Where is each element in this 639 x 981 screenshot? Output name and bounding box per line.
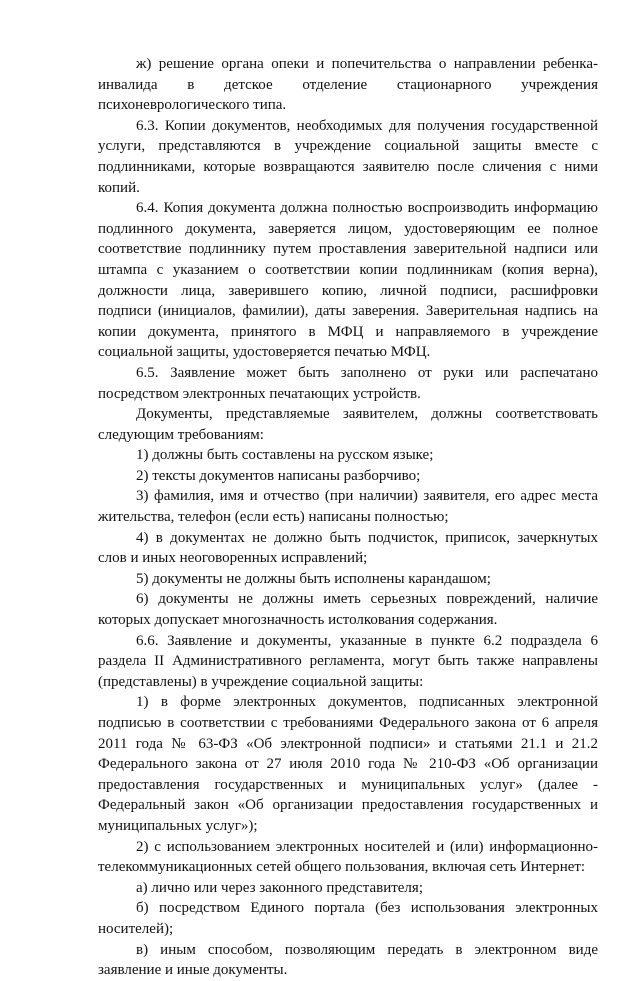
- paragraph-6-5-application-form: 6.5. Заявление может быть заполнено от руки или распечатано посредством электронных печатающих устройств.: [98, 364, 598, 402]
- requirement-item-3: 3) фамилия, имя и отчество (при наличии) заявителя, его адрес места жительства, телефон (если есть) написаны полностью;: [98, 488, 598, 526]
- submission-subitem-c: в) иным способом, позволяющим передать в электронном виде заявление и иные документы.: [98, 941, 598, 979]
- submission-item-2-media: 2) с использованием электронных носителей и (или) информационно-телекоммуникационных сетей общего пользования, включая сеть Интернет:: [98, 838, 598, 876]
- requirement-item-2: 2) тексты документов написаны разборчиво;: [136, 467, 421, 484]
- paragraph-decision-guardianship: ж) решение органа опеки и попечительства о направлении ребенка-инвалида в детское отделение стационарного учреждения психоневрологического типа.: [98, 56, 598, 114]
- submission-subitem-a: а) лично или через законного представителя;: [136, 879, 423, 896]
- document-page: [98, 54, 598, 981]
- submission-subitem-b: б) посредством Единого портала (без использования электронных носителей);: [98, 900, 598, 937]
- requirement-item-4: 4) в документах не должно быть подчисток, приписок, зачеркнутых слов и иных неоговоренных исправлений;: [98, 529, 598, 567]
- requirement-item-6: 6) документы не должны иметь серьезных повреждений, наличие которых допускает многозначность истолкования содержания.: [98, 591, 598, 629]
- paragraph-6-3-copies: 6.3. Копии документов, необходимых для получения государственной услуги, представляются в учреждение социальной защиты вместе с подлинниками, которые возвращаются заявителю после сличения с ними копий.: [98, 117, 598, 196]
- paragraph-document-requirements-intro: Документы, представляемые заявителем, должны соответствовать следующим требованиям:: [98, 406, 598, 443]
- requirement-item-1: 1) должны быть составлены на русском языке;: [136, 447, 434, 464]
- paragraph-6-4-copy-certification: 6.4. Копия документа должна полностью воспроизводить информацию подлинного документа, заверяется лицом, удостоверяющим ее полное соответствие подлиннику путем проставления заверительной надписи или штампа с указанием о соответствии копии подлинникам (копия верна), должности лица, заверившего копию, личной подписи, расшифровки подписи (инициалов, фамилии), даты заверения. Заверительная надпись на копии документа, принятого в МФЦ и направляемого в учреждение социальной защиты, удостоверяется печатью МФЦ.: [98, 200, 598, 361]
- requirement-item-5: 5) документы не должны быть исполнены карандашом;: [136, 570, 491, 587]
- submission-item-1-electronic: 1) в форме электронных документов, подписанных электронной подписью в соответствии с требованиями Федерального закона от 6 апреля 2011 года № 63-ФЗ «Об электронной подписи» и статьями 21.1 и 21.2 Федерального закона от 27 июля 2010 года № 210-ФЗ «Об организации предоставления государственных и муниципальных услуг» (далее - Федеральный закон «Об организации предоставления государственных и муниципальных услуг»);: [98, 694, 598, 834]
- paragraph-6-6-submission: 6.6. Заявление и документы, указанные в пункте 6.2 подраздела 6 раздела II Административного регламента, могут быть также направлены (представлены) в учреждение социальной защиты:: [98, 632, 598, 690]
